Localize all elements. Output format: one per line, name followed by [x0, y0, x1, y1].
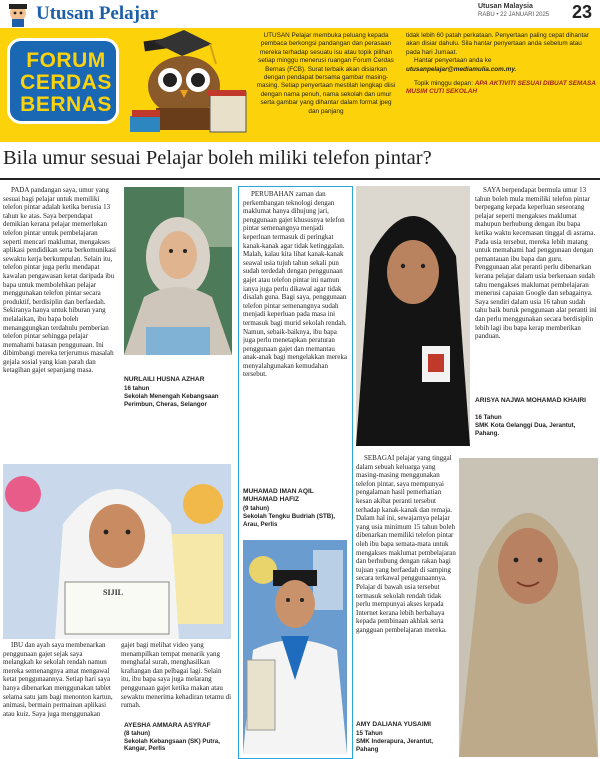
author-age: (9 tahun)	[243, 505, 270, 512]
letter-4-byline	[124, 722, 231, 759]
author-name: ARISYA NAJWA MOHAMAD KHAIRI	[475, 397, 586, 404]
author-school: Sekolah Menengah Kebangsaan Perimbun, Cheras, Selangor	[124, 393, 219, 408]
newspaper-name: Utusan Malaysia	[478, 3, 533, 10]
author-school: Sekolah Tengku Budriah (STB), Arau, Perlis	[243, 513, 336, 528]
letter-text: SAYA berpendapat bermula umur 13 tahun boleh mula memiliki telefon pintar berpegang kepada keperluan seseorang pelajar seperti mengakses maklumat mahupun berhubung dengan ibu bapa ketika waktu kecemasan tinggal di asrama. Pada usia tersebut, mereka lebih matang untuk memahami had penggunaan dengan pemantauan ibu bapa dan guru. Penggunaan alat peranti perlu dibenarkan kerana pelajar dalam usia berkenaan sudah tahu mengakses maklumat pembelajaran menerusi capaian Google dan sebagainya. Saya sendiri dalam usia 16 tahun sudah tahu baik buruk penggunaan alat peranti ini dan perlu menggunakan secara berdisiplin lebih lagi ibu bapa kerap memberikan panduan.	[475, 186, 597, 341]
page-title: Bila umur sesuai Pelajar boleh miliki telefon pintar?	[3, 147, 432, 169]
author-age: (8 tahun)	[124, 730, 151, 737]
divider	[0, 178, 600, 180]
letter-2-text	[243, 190, 347, 480]
topic-label: Topik minggu depan:	[414, 80, 473, 88]
photo-muhamad-iman	[243, 540, 347, 754]
author-name: AYESHA AMMARA ASYRAF	[124, 722, 211, 729]
certificate-label: SIJIL	[103, 588, 124, 597]
forum-email[interactable]: utusanpelajar@mediamulia.com.my.	[406, 65, 517, 73]
next-topic: APA AKTIVITI SESUAI DIBUAT SEMASA MUSIM CUTI SEKOLAH	[406, 80, 596, 96]
forum-logo	[7, 38, 119, 124]
issue-date: RABU • 22 JANUARI 2025	[478, 12, 550, 18]
letter-text: PERUBAHAN zaman dan perkembangan teknologi dengan maklumat hanya dihujung jari, penggunaan gajet khususnya telefon pintar semenangnya menjadi keperluan termasuk di peringkat kanak-kanak agar tidak ketinggalan. Malah, kalau kita lihat kanak-kanak seawal usia tujuh tahun sekali pun sudah terdedah dengan penggunaan gajet atau telefon pintar ini namun ianya juga perlu dikawal agar tidak disalah guna. Bagi saya, penggunaan telefon pintar semenangnya sudah menjadi keperluan pada masa ini termasuk bagi murid sekolah rendah. Namun, sebaik-baiknya, ibu bapa juga perlu menetapkan peraturan penggunaan gajet dan memantau anak-anak bagi mengelakkan mereka menyalahgunakan kemudahan tersebut.	[243, 190, 347, 379]
letter-text: PADA pandangan saya, umur yang sesuai bagi pelajar untuk memiliki telefon pintar adalah ketika berusia 13 tahun ke atas. Saya berpendapat demikian kerana pelajar memerlukan telefon pintar untuk pembelajaran seperti mencari maklumat, mengakses aplikasi pendidikan serta berkomunikasi sewaktu kerja berkumpulan. Selain itu, telefon pintar juga perlu mendapat kawalan pengawasan ketat daripada ibu bapa untuk membolehkan pelajar menggunakan telefon pintar secara produktif, berdisiplin dan berfaedah. Sekiranya hanya untuk hiburan yang melalaikan, ibu bapa boleh menanggungkan terdahulu pemberian telefon pintar sehingga pelajar memahami batasan penggunaan. Ini dibimbangi mereka terjerumus masalah gejala sosial yang kian parah dan ketagihan gajet sepanjang masa.	[3, 186, 116, 375]
author-name: AMY DALIANA YUSAIMI	[356, 721, 431, 728]
forum-logo-line2: CERDAS	[20, 71, 112, 94]
letter-5-text	[356, 454, 456, 712]
letter-text: IBU dan ayah saya membenarkan penggunaan gajet sejak saya melangkah ke sekolah rendah namun mereka semenangnya amat mengawal ketat penggunaannya. Setiap hari saya hanya dibenarkan menggunakan tablet selama satu jam bagi menonton kartun, animasi, bermain permainan aplikasi atau kuiz. Saya juga menggunakan gajet bagi melihat video yang menampilkan tempat menarik yang menghafal surah, menghasilkan kraftangan dan pelbagai lagi. Selain itu, ibu bapa saya juga melarang penggunaan gajet ketika makan atau sewaktu menerima kehadiran tetamu di rumah.	[3, 641, 231, 718]
author-age: 15 Tahun	[356, 730, 383, 737]
brand-title: Utusan Pelajar	[36, 3, 158, 24]
letter-3-text	[475, 186, 598, 372]
author-age: 16 tahun	[124, 385, 150, 392]
author-school: Sekolah Kebangsaan (SK) Putra, Kangar, Perlis	[124, 737, 220, 753]
forum-logo-line3: BERNAS	[20, 93, 112, 116]
photo-arisya	[356, 186, 470, 446]
photo-amy	[459, 458, 598, 757]
page-number: 23	[572, 2, 593, 22]
author-age: 16 Tahun	[475, 414, 502, 421]
forum-intro-text: UTUSAN Pelajar membuka peluang kepada pembaca berkongsi pandangan dan perasaan mereka terhadap sesuatu isu atau topik pilihan setiap minggu menerusi ruangan Forum Cerdas Bernas (FCB). Surat terbaik akan disiarkan dengan pendapat bersama gambar masing-masing. Setiap penyertaan mestilah lengkap diisi dengan nama penuh, nama sekolah dan umur serta gambar yang dihantar dalam format jpeg dan panjang	[256, 32, 396, 115]
owl-mascot-icon	[124, 30, 252, 140]
author-school: SMK Inderapura, Jerantut, Pahang	[356, 738, 434, 753]
letter-1-text	[3, 186, 118, 448]
letter-text: SEBAGAI pelajar yang tinggal dalam sebuah keluarga yang masing-masing menggunakan telefon pintar, saya mempunyai pengalaman hasil pemerhatian kesan akibat peranti tersebut terhadap kanak-kanak dan remaja. Dalam hal ini, sewajarnya pelajar yang usia minimum 15 tahun boleh dibenarkan memiliki telefon pintar oleh ibu bapa semata-mata untuk mengakses maklumat pembelajaran dan berhubung dengan rakan bagi tujuan yang berfaedah di samping secara terkawal penggunaannya. Pelajar di bawah usia tersebut termasuk sekolah rendah tidak perlu mempunyai akses kepada Internet kerana lebih berbahaya kepada pembinaan akhlak serta gangguan pembelajaran mereka.	[356, 454, 456, 634]
photo-ayesha	[3, 464, 231, 639]
forum-logo-line1: FORUM	[26, 49, 106, 72]
forum-instructions-text: tidak lebih 60 patah perkataan. Penyertaan paling cepat dihantar akan disiar dahulu. Sila hantar penyertaan anda sebelum atau pada hari Jumaat.	[406, 32, 589, 56]
author-name: MUHAMAD IMAN AQIL MUHAMAD HAFIZ	[243, 488, 314, 503]
forum-instructions	[406, 32, 596, 97]
forum-intro	[256, 32, 396, 116]
author-name: NURLAILI HUSNA AZHAR	[124, 376, 205, 383]
mascot-icon	[4, 2, 32, 28]
author-school: SMK Kota Gelanggi Dua, Jerantut, Pahang.	[475, 422, 576, 437]
forum-send-label: Hantar penyertaan anda ke	[414, 57, 492, 65]
photo-nurlaili	[124, 187, 232, 355]
